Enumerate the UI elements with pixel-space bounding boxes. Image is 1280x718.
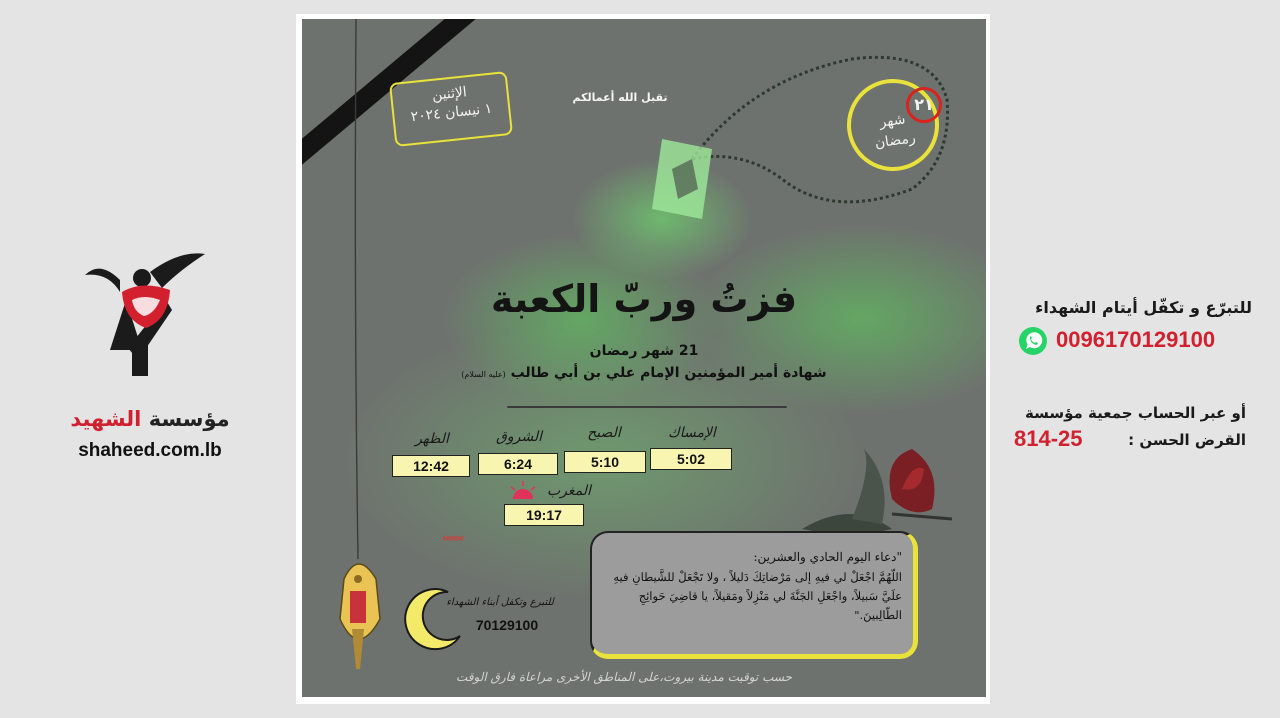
org-name [0, 407, 300, 431]
left-panel [0, 0, 300, 718]
website-link[interactable]: shaheed.com.lb [78, 440, 222, 461]
phone-number[interactable]: 0096170129100 [1056, 327, 1216, 352]
ramadan-word-month: شهر [878, 111, 907, 131]
prayer-name-subh: الصبح [587, 425, 621, 441]
account-number: 814-25 [1014, 426, 1083, 451]
lantern-icon [332, 19, 392, 679]
donation-number: 70129100 [475, 617, 539, 633]
dua-body: اللّهُمَّ اجْعَلْ لي فيهِ إلى مَرْضاتِكَ دَليلاً ، ولا تَجْعَلْ للشَّيطانِ فيهِ علَيَّ سَبيلاً، واجْعَلِ الجَنَّةَ لي مَنْزِلاً ومَقيلاً، يا قاضِيَ حَوائِجِ الطّالِبينَ." [613, 570, 902, 622]
date-value: ١ نيسان ٢٠٢٤ [409, 100, 493, 126]
date-badge [389, 71, 513, 147]
prayer-time-subh: 5:10 [564, 451, 646, 473]
prayer-time-imsak: 5:02 [650, 448, 732, 470]
poster-subtitle-occasion [442, 365, 846, 381]
whatsapp-icon[interactable] [1018, 326, 1048, 356]
org-name-prefix: مؤسسة [148, 407, 230, 431]
bank-line-2: القرض الحسن : [1128, 431, 1246, 449]
prayer-time-dhuhr: 12:42 [392, 455, 470, 477]
poster [302, 19, 986, 697]
chevrons-icon: ‹‹‹‹‹‹‹ [442, 531, 463, 545]
dua-title: "دعاء اليوم الحادي والعشرين: [753, 550, 902, 564]
divider [507, 406, 787, 408]
prayer-time-shuruq: 6:24 [478, 453, 558, 475]
footer-note: حسب توقيت مدينة بيروت،على المناطق الأخرى مراعاة فارق الوقت [456, 670, 792, 684]
ramadan-word-name: رمضان [873, 130, 917, 152]
prayer-name-imsak: الإمساك [668, 425, 716, 441]
donation-text: للتبرع وتكفل أبناء الشهداء [446, 597, 554, 608]
poster-subtitle-date: 21 شهر رمضان [589, 343, 699, 359]
ramadan-day-number: ٢١ [906, 87, 942, 123]
prayer-name-shuruq: الشروق [496, 429, 542, 445]
prayer-time-maghrib: 19:17 [504, 504, 584, 526]
blessing-text: تقبل الله أعمالكم [572, 91, 668, 104]
prayer-name-dhuhr: الظهر [415, 431, 449, 447]
prayer-name-maghrib: المغرب [547, 483, 591, 499]
shaheed-logo-icon [80, 240, 210, 390]
poster-headline: فزتُ وربّ الكعبة [490, 277, 798, 321]
bank-line-1: أو عبر الحساب جمعية مؤسسة [1025, 404, 1246, 422]
date-day: الإثنين [431, 84, 468, 104]
donate-headline: للتبرّع و تكفّل أيتام الشهداء [1035, 298, 1252, 317]
occasion-text: شهادة أمير المؤمنين الإمام علي بن أبي طالب [510, 365, 827, 381]
org-name-highlight: الشهيد [70, 407, 142, 431]
occasion-note: (عليه السلام) [461, 370, 506, 379]
